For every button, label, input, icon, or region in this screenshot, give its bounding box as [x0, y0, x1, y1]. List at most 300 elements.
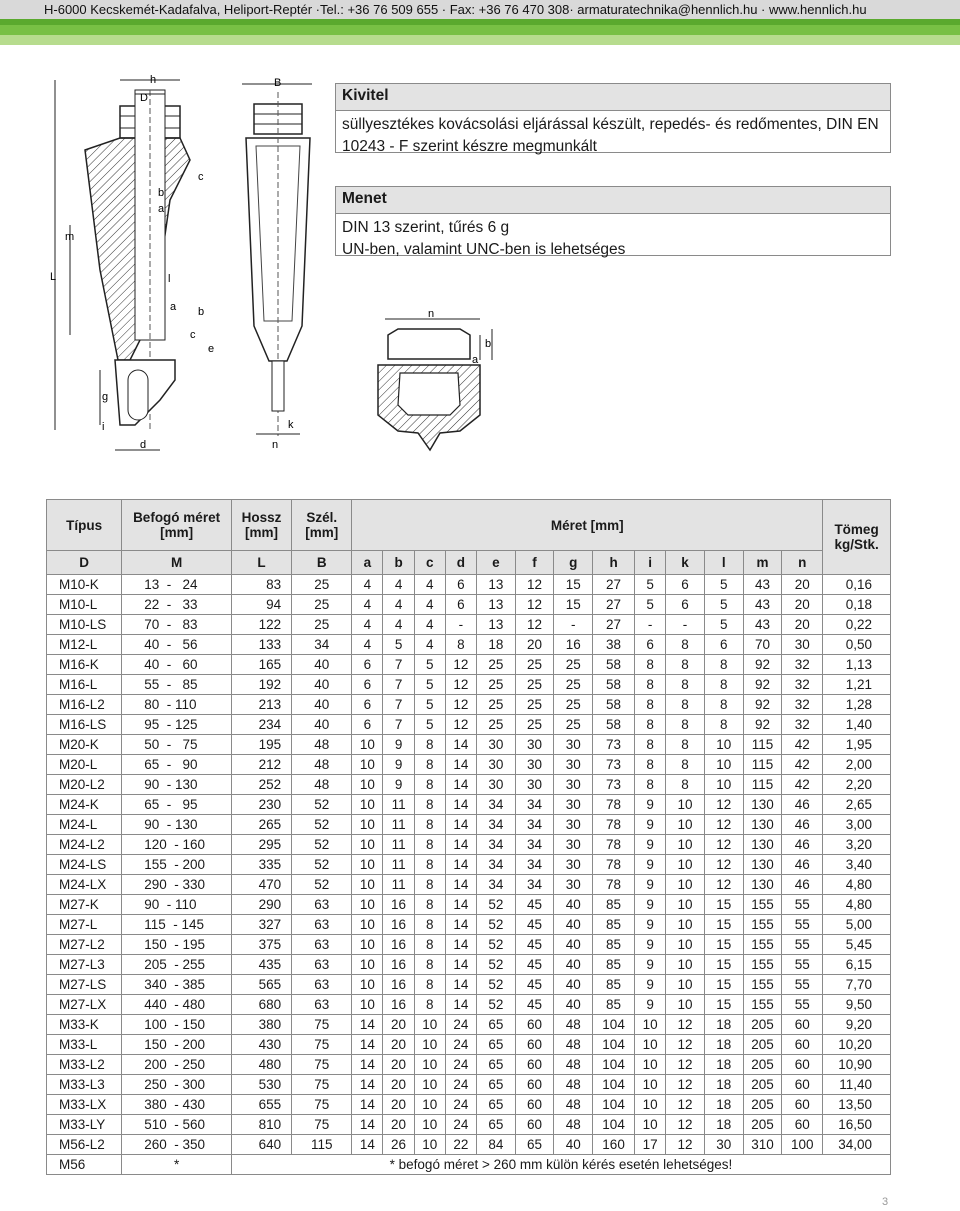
cell-mass: 2,65: [823, 795, 891, 815]
cell-befogo: 440 - 480: [122, 995, 232, 1015]
cell-befogo: 40 - 56: [122, 635, 232, 655]
cell-value: 38: [593, 635, 635, 655]
cell-value: 25: [554, 675, 593, 695]
subheader-3: B: [292, 551, 352, 575]
cell-mass: 0,16: [823, 575, 891, 595]
cell-value: 14: [445, 755, 476, 775]
cell-value: 11: [383, 795, 414, 815]
cell-value: 335: [231, 855, 291, 875]
cell-value: 14: [445, 895, 476, 915]
cell-value: 25: [477, 655, 516, 675]
cell-value: 8: [635, 755, 666, 775]
cell-mass: 1,40: [823, 715, 891, 735]
cell-value: 16: [383, 915, 414, 935]
cell-value: 14: [445, 995, 476, 1015]
cell-value: 9: [635, 915, 666, 935]
cell-value: 10: [352, 735, 383, 755]
cell-value: 8: [414, 735, 445, 755]
subheader-6: c: [414, 551, 445, 575]
cell-value: 9: [635, 835, 666, 855]
subheader-13: k: [666, 551, 705, 575]
cell-value: 12: [666, 1015, 705, 1035]
cell-value: 9: [635, 975, 666, 995]
cell-value: -: [666, 615, 705, 635]
table-row: [47, 1055, 891, 1075]
cell-value: 12: [704, 875, 743, 895]
svg-text:b: b: [198, 306, 205, 318]
menet-line-1: DIN 13 szerint, tűrés 6 g: [342, 219, 510, 236]
cell-value: 6: [704, 635, 743, 655]
cell-value: 12: [445, 675, 476, 695]
cell-value: 30: [782, 635, 823, 655]
cell-type: M12-L: [47, 635, 122, 655]
cell-value: 195: [231, 735, 291, 755]
col-szel: Szél. [mm]: [292, 500, 352, 551]
cell-mass: 10,90: [823, 1055, 891, 1075]
cell-value: 655: [231, 1095, 291, 1115]
cell-value: 48: [292, 755, 352, 775]
cell-value: 130: [743, 815, 782, 835]
cell-value: 46: [782, 815, 823, 835]
cell-mass: 34,00: [823, 1135, 891, 1155]
cell-value: 34: [477, 875, 516, 895]
table-row: [47, 695, 891, 715]
cell-value: 78: [593, 815, 635, 835]
cell-mass: 0,18: [823, 595, 891, 615]
cell-value: 52: [477, 995, 516, 1015]
cell-value: 94: [231, 595, 291, 615]
table-row: [47, 1035, 891, 1055]
cell-value: 10: [352, 835, 383, 855]
cell-value: 480: [231, 1055, 291, 1075]
cell-value: 4: [383, 595, 414, 615]
cell-value: 8: [704, 675, 743, 695]
cell-value: 52: [292, 795, 352, 815]
cell-value: 13: [477, 615, 516, 635]
cell-value: 25: [292, 575, 352, 595]
cell-value: 12: [445, 695, 476, 715]
cell-value: 15: [704, 935, 743, 955]
cell-value: 16: [383, 975, 414, 995]
cell-value: 40: [292, 655, 352, 675]
cell-value: 14: [352, 1135, 383, 1155]
green-band: [0, 19, 960, 45]
cell-mass: 4,80: [823, 875, 891, 895]
cell-mass: 6,15: [823, 955, 891, 975]
cell-value: 9: [635, 935, 666, 955]
cell-value: 8: [704, 715, 743, 735]
cell-type: M20-L2: [47, 775, 122, 795]
cell-value: 34: [477, 855, 516, 875]
cell-value: 65: [477, 1075, 516, 1095]
cell-type: M27-L2: [47, 935, 122, 955]
cell-type: M33-LY: [47, 1115, 122, 1135]
cell-value: 20: [515, 635, 554, 655]
cell-value: 14: [352, 1055, 383, 1075]
cell-value: 65: [477, 1095, 516, 1115]
cell-type: M16-LS: [47, 715, 122, 735]
table-row: [47, 735, 891, 755]
cell-value: 4: [414, 595, 445, 615]
cell-value: 52: [292, 835, 352, 855]
cell-value: 4: [352, 575, 383, 595]
cell-value: 8: [666, 755, 705, 775]
table-row: [47, 835, 891, 855]
col-tipus: Típus: [47, 500, 122, 551]
cell-value: 26: [383, 1135, 414, 1155]
svg-text:D: D: [140, 92, 148, 104]
table-row: [47, 935, 891, 955]
cell-value: 10: [666, 875, 705, 895]
page-number: 3: [882, 1196, 889, 1208]
table-row: [47, 955, 891, 975]
cell-value: 30: [515, 775, 554, 795]
cell-value: 58: [593, 655, 635, 675]
cell-value: 52: [292, 855, 352, 875]
cell-value: 83: [231, 575, 291, 595]
cell-value: 12: [666, 1035, 705, 1055]
cell-value: 75: [292, 1055, 352, 1075]
cell-type: M20-L: [47, 755, 122, 775]
col-befogo: Befogó méret [mm]: [122, 500, 232, 551]
table-row: [47, 995, 891, 1015]
table-row: [47, 875, 891, 895]
cell-value: 5: [635, 595, 666, 615]
cell-value: 14: [445, 875, 476, 895]
svg-text:a: a: [170, 301, 177, 313]
svg-text:h: h: [150, 74, 157, 86]
subheader-14: l: [704, 551, 743, 575]
cell-value: 16: [554, 635, 593, 655]
cell-value: 78: [593, 835, 635, 855]
cell-value: 10: [352, 895, 383, 915]
cell-type: M20-K: [47, 735, 122, 755]
cell-value: 10: [414, 1135, 445, 1155]
cell-type: M10-L: [47, 595, 122, 615]
cell-value: 10: [666, 955, 705, 975]
cell-value: 34: [292, 635, 352, 655]
cell-value: 7: [383, 675, 414, 695]
cell-value: 10: [704, 775, 743, 795]
cell-value: 192: [231, 675, 291, 695]
cell-value: 25: [477, 695, 516, 715]
cell-value: 30: [477, 735, 516, 755]
cell-value: 130: [743, 835, 782, 855]
subheader-9: f: [515, 551, 554, 575]
cell-value: 4: [352, 635, 383, 655]
cell-value: 12: [445, 655, 476, 675]
cell-value: 212: [231, 755, 291, 775]
cell-type: M24-LX: [47, 875, 122, 895]
table-row: [47, 615, 891, 635]
svg-text:b: b: [158, 187, 165, 199]
cell-value: 290: [231, 895, 291, 915]
menet-box: [335, 186, 891, 256]
cell-mass: 3,40: [823, 855, 891, 875]
cell-value: 8: [635, 715, 666, 735]
cell-value: 8: [414, 855, 445, 875]
cell-value: 12: [515, 615, 554, 635]
cell-value: 58: [593, 715, 635, 735]
cell-value: 10: [666, 975, 705, 995]
cell-value: 8: [414, 875, 445, 895]
cell-value: 48: [554, 1095, 593, 1115]
cell-value: 8: [414, 755, 445, 775]
table-row: [47, 1095, 891, 1115]
menet-title: Menet: [336, 187, 890, 214]
cell-value: 155: [743, 995, 782, 1015]
cell-value: 11: [383, 855, 414, 875]
cell-type: M16-L2: [47, 695, 122, 715]
kivitel-box: [335, 83, 891, 153]
cell-value: 55: [782, 895, 823, 915]
cell-value: 130: [743, 855, 782, 875]
cell-value: 12: [666, 1075, 705, 1095]
cell-befogo: 150 - 195: [122, 935, 232, 955]
cell-value: 25: [515, 655, 554, 675]
cell-value: 10: [635, 1015, 666, 1035]
cell-befogo: 205 - 255: [122, 955, 232, 975]
cell-value: 25: [554, 715, 593, 735]
cell-value: 11: [383, 835, 414, 855]
cell-value: 12: [704, 815, 743, 835]
table-row: [47, 815, 891, 835]
cell-value: 5: [383, 635, 414, 655]
cell-value: 8: [666, 775, 705, 795]
svg-text:g: g: [102, 391, 109, 403]
cell-value: 6: [352, 715, 383, 735]
cell-value: 9: [635, 995, 666, 1015]
cell-value: 34: [515, 855, 554, 875]
cell-value: 14: [445, 735, 476, 755]
cell-value: 48: [554, 1075, 593, 1095]
cell-value: 16: [383, 895, 414, 915]
cell-value: 5: [704, 615, 743, 635]
cell-value: 10: [704, 755, 743, 775]
cell-value: 14: [445, 795, 476, 815]
cell-value: 18: [704, 1115, 743, 1135]
cell-value: 73: [593, 735, 635, 755]
cell-value: 55: [782, 935, 823, 955]
cell-value: 40: [554, 915, 593, 935]
cell-value: 213: [231, 695, 291, 715]
cell-value: 32: [782, 695, 823, 715]
cell-value: 8: [666, 675, 705, 695]
cell-value: 75: [292, 1095, 352, 1115]
cell-value: 40: [554, 935, 593, 955]
cell-befogo: 150 - 200: [122, 1035, 232, 1055]
cell-value: 63: [292, 955, 352, 975]
cell-value: 24: [445, 1015, 476, 1035]
cell-value: 14: [352, 1015, 383, 1035]
cell-value: 24: [445, 1055, 476, 1075]
cell-value: 8: [445, 635, 476, 655]
cell-mass: 7,70: [823, 975, 891, 995]
cell-value: 30: [477, 775, 516, 795]
cell-value: 10: [635, 1095, 666, 1115]
svg-text:a: a: [472, 354, 479, 366]
cell-value: 14: [445, 955, 476, 975]
cell-mass: 3,20: [823, 835, 891, 855]
cell-value: 32: [782, 675, 823, 695]
subheader-16: n: [782, 551, 823, 575]
cell-type: M56-L2: [47, 1135, 122, 1155]
svg-text:m: m: [65, 231, 75, 243]
cell-value: 24: [445, 1075, 476, 1095]
cell-value: 380: [231, 1015, 291, 1035]
cell-value: 34: [477, 795, 516, 815]
cell-value: 530: [231, 1075, 291, 1095]
table-row: [47, 755, 891, 775]
cell-value: 63: [292, 995, 352, 1015]
cell-value: 27: [593, 575, 635, 595]
cell-mass: 9,20: [823, 1015, 891, 1035]
table-row: [47, 635, 891, 655]
cell-value: 34: [515, 835, 554, 855]
cross-section-drawing: [370, 305, 500, 455]
cell-value: 5: [704, 575, 743, 595]
cell-mass: 1,13: [823, 655, 891, 675]
cell-value: 155: [743, 915, 782, 935]
cell-befogo: 290 - 330: [122, 875, 232, 895]
cell-type: M27-LS: [47, 975, 122, 995]
svg-text:l: l: [168, 273, 171, 285]
subheader-7: d: [445, 551, 476, 575]
cell-befogo: 90 - 130: [122, 775, 232, 795]
cell-value: 45: [515, 975, 554, 995]
table-row: [47, 595, 891, 615]
cell-befogo: 200 - 250: [122, 1055, 232, 1075]
kivitel-text: süllyesztékes kovácsolási eljárással készült, repedés- és redőmentes, DIN EN 10243 - F szerint készre megmunkált: [342, 116, 879, 155]
cell-value: 40: [554, 1135, 593, 1155]
cell-value: 45: [515, 955, 554, 975]
subheader-4: a: [352, 551, 383, 575]
cell-value: 205: [743, 1115, 782, 1135]
cell-value: 680: [231, 995, 291, 1015]
cell-value: 30: [554, 875, 593, 895]
cell-value: 40: [554, 975, 593, 995]
cell-value: 9: [383, 775, 414, 795]
cell-value: 104: [593, 1075, 635, 1095]
cell-value: 15: [704, 975, 743, 995]
cell-mass: 0,22: [823, 615, 891, 635]
cell-value: 12: [515, 595, 554, 615]
svg-text:B: B: [274, 77, 282, 89]
cell-value: 4: [414, 615, 445, 635]
cell-befogo: 380 - 430: [122, 1095, 232, 1115]
footnote: * befogó méret > 260 mm külön kérés esetén lehetséges!: [231, 1155, 890, 1175]
cell-value: 12: [666, 1115, 705, 1135]
cell-value: 63: [292, 895, 352, 915]
cell-value: 63: [292, 915, 352, 935]
cell-value: 4: [383, 615, 414, 635]
subheader-0: D: [47, 551, 122, 575]
col-meret: Méret [mm]: [352, 500, 823, 551]
cell-value: 6: [666, 575, 705, 595]
cell-value: 52: [477, 935, 516, 955]
cell-value: 130: [743, 795, 782, 815]
cell-value: 8: [414, 815, 445, 835]
cell-value: 84: [477, 1135, 516, 1155]
cell-value: 10: [352, 815, 383, 835]
cell-value: 20: [383, 1035, 414, 1055]
cell-value: 60: [515, 1095, 554, 1115]
cell-value: 15: [554, 595, 593, 615]
cell-value: 115: [292, 1135, 352, 1155]
cell-value: 9: [635, 875, 666, 895]
cell-value: 11: [383, 875, 414, 895]
cell-value: 100: [782, 1135, 823, 1155]
cell-value: 75: [292, 1115, 352, 1135]
cell-value: 15: [704, 995, 743, 1015]
cell-value: 10: [666, 855, 705, 875]
cell-type: M33-L2: [47, 1055, 122, 1075]
cell-value: 78: [593, 855, 635, 875]
cell-type: M10-K: [47, 575, 122, 595]
cell-type: M27-L3: [47, 955, 122, 975]
cell-value: 92: [743, 695, 782, 715]
cell-value: 8: [414, 935, 445, 955]
cell-value: 310: [743, 1135, 782, 1155]
cell-value: 8: [635, 675, 666, 695]
cell-value: 52: [477, 975, 516, 995]
cell-value: 6: [352, 655, 383, 675]
kivitel-title: Kivitel: [336, 84, 890, 111]
cell-type: M16-L: [47, 675, 122, 695]
cell-value: 10: [352, 755, 383, 775]
cell-value: 75: [292, 1035, 352, 1055]
cell-value: 30: [704, 1135, 743, 1155]
cell-value: 34: [477, 835, 516, 855]
cell-value: 55: [782, 915, 823, 935]
cell-value: 34: [515, 875, 554, 895]
cell-mass: 11,40: [823, 1075, 891, 1095]
spec-table: [46, 499, 891, 1175]
cell-value: 46: [782, 875, 823, 895]
cell-value: 60: [782, 1095, 823, 1115]
cell-value: 155: [743, 895, 782, 915]
cell-mass: 10,20: [823, 1035, 891, 1055]
cell-value: 30: [515, 755, 554, 775]
cell-value: 155: [743, 975, 782, 995]
subheader-1: M: [122, 551, 232, 575]
cell-value: 5: [704, 595, 743, 615]
cell-value: 8: [414, 975, 445, 995]
cell-value: 8: [666, 715, 705, 735]
cell-befogo: 95 - 125: [122, 715, 232, 735]
cell-befogo: 13 - 24: [122, 575, 232, 595]
cell-befogo: 80 - 110: [122, 695, 232, 715]
cell-value: 565: [231, 975, 291, 995]
cell-mass: 1,21: [823, 675, 891, 695]
cell-value: 73: [593, 775, 635, 795]
cell-type: M16-K: [47, 655, 122, 675]
table-row: [47, 775, 891, 795]
cell-value: 30: [477, 755, 516, 775]
cell-value: 60: [515, 1055, 554, 1075]
cell-value: 12: [666, 1055, 705, 1075]
cell-value: 25: [292, 595, 352, 615]
cell-value: 16: [383, 955, 414, 975]
cell-value: 60: [782, 1035, 823, 1055]
cell-value: 5: [414, 715, 445, 735]
cell-value: 43: [743, 595, 782, 615]
menet-line-2: UN-ben, valamint UNC-ben is lehetséges: [342, 241, 626, 258]
cell-value: 8: [414, 895, 445, 915]
cell-value: -: [554, 615, 593, 635]
cell-value: 13: [477, 595, 516, 615]
cell-befogo: 65 - 95: [122, 795, 232, 815]
